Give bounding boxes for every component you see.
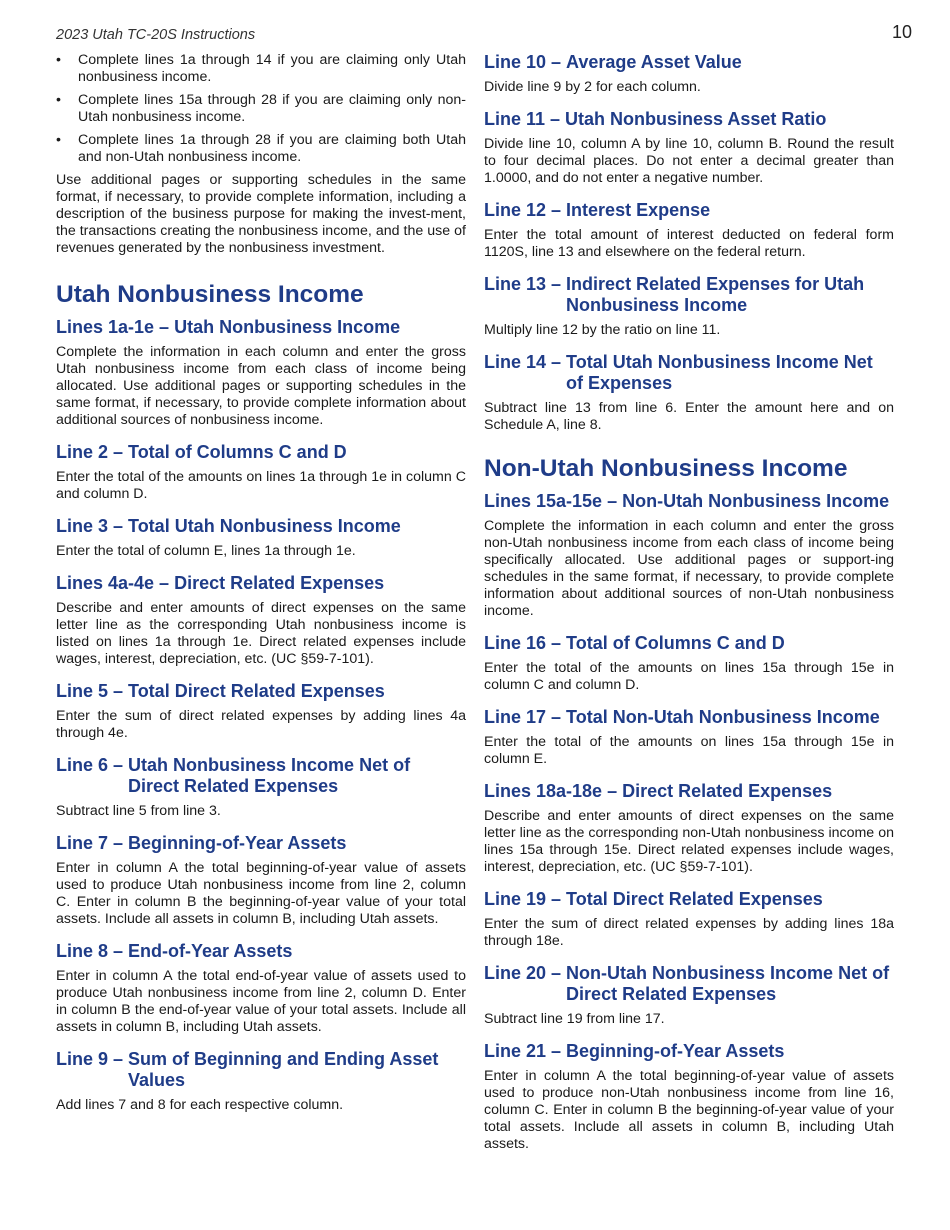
section-line-9	[56, 1049, 466, 1114]
left-column	[56, 52, 466, 1127]
bullet-item: • Complete lines 1a through 14 if you are claiming only Utah nonbusiness income.	[56, 52, 466, 85]
section-heading: Line 12 – Interest Expense	[484, 200, 711, 220]
section-heading: Lines 15a-15e – Non-Utah Nonbusiness Income	[484, 491, 890, 511]
section-heading: Line 9 – Sum of Beginning and Ending Asset Values	[56, 1049, 439, 1090]
utah-nonbusiness-heading: Utah Nonbusiness Income	[56, 281, 364, 308]
right-column	[484, 52, 894, 1166]
bullet-icon: •	[56, 52, 61, 68]
section-line-3	[56, 516, 466, 560]
section-body: Subtract line 5 from line 3.	[56, 803, 221, 819]
section-heading: Line 5 – Total Direct Related Expenses	[56, 681, 385, 701]
section-line-10	[484, 52, 894, 96]
section-body: Subtract line 19 from line 17.	[484, 1011, 665, 1027]
section-heading: Line 2 – Total of Columns C and D	[56, 442, 347, 462]
intro-paragraph: Use additional pages or supporting schedules in the same format, if necessary, to provide complete information, including a description of the business purpose for making the invest-ment, the transactions creating the nonbusiness income, and the use of revenues generated by the nonbusiness investment.	[56, 172, 466, 256]
section-heading: Lines 1a-1e – Utah Nonbusiness Income	[56, 317, 401, 337]
section-line-6	[56, 755, 466, 820]
section-lines-1a-1e	[56, 317, 466, 429]
section-lines-4a-4e	[56, 573, 466, 668]
section-heading: Line 10 – Average Asset Value	[484, 52, 742, 72]
section-heading: Line 6 – Utah Nonbusiness Income Net of Direct Related Expenses	[56, 755, 411, 796]
bullet-icon: •	[56, 92, 61, 108]
section-lines-15a-15e	[484, 491, 894, 620]
section-body: Complete the information in each column and enter the gross non-Utah nonbusiness income from each class of income being specifically allocated. Use additional pages or support-ing schedules in the same format, if necessary, to provide complete information about additional sources of non-Utah nonbusiness income.	[484, 518, 894, 619]
section-heading: Line 16 – Total of Columns C and D	[484, 633, 785, 653]
section-line-2	[56, 442, 466, 503]
section-heading: Line 11 – Utah Nonbusiness Asset Ratio	[484, 109, 827, 129]
section-body: Complete the information in each column and enter the gross Utah nonbusiness income from each class of income being allocated. Use additional pages or supporting schedules in the same format, if necessary, to provide complete information about additional sources of nonbusiness income.	[56, 344, 466, 428]
section-line-11	[484, 109, 894, 187]
section-line-20	[484, 963, 894, 1028]
section-heading: Lines 4a-4e – Direct Related Expenses	[56, 573, 385, 593]
section-line-12	[484, 200, 894, 261]
section-body: Enter the total of column E, lines 1a through 1e.	[56, 543, 356, 559]
section-heading: Line 21 – Beginning-of-Year Assets	[484, 1041, 785, 1061]
non-utah-nonbusiness-heading: Non-Utah Nonbusiness Income	[484, 455, 848, 482]
section-body: Enter the total of the amounts on lines 15a through 15e in column E.	[484, 734, 894, 767]
section-heading: Line 17 – Total Non-Utah Nonbusiness Income	[484, 707, 880, 727]
section-heading: Line 14 – Total Utah Nonbusiness Income Net of Expenses	[484, 352, 873, 393]
section-body: Describe and enter amounts of direct expenses on the same letter line as the corresponding Utah nonbusiness income is listed on lines 1a through 1e. Direct related expenses include wages, interest, depreciation, etc. (UC §59-7-101).	[56, 600, 466, 667]
section-body: Divide line 9 by 2 for each column.	[484, 79, 701, 95]
section-body: Enter in column A the total beginning-of-year value of assets used to produce Utah nonbusiness income from line 2, column C. Enter in column B the beginning-of-year value of your total assets. Include all assets in column B, including Utah assets.	[56, 860, 466, 927]
section-body: Subtract line 13 from line 6. Enter the amount here and on Schedule A, line 8.	[484, 400, 894, 433]
section-body: Enter the total amount of interest deducted on federal form 1120S, line 13 and elsewhere on the federal return.	[484, 227, 894, 260]
section-line-13	[484, 274, 894, 339]
section-body: Describe and enter amounts of direct expenses on the same letter line as the corresponding non-Utah nonbusiness income on lines 15a through 15e. Direct related expenses include wages, interest, depreciation, etc. (UC §59-7-101).	[484, 808, 894, 875]
section-line-14	[484, 352, 894, 434]
section-body: Enter the sum of direct related expenses by adding lines 4a through 4e.	[56, 708, 466, 741]
section-body: Enter the total of the amounts on lines 15a through 15e in column C and column D.	[484, 660, 894, 693]
section-body: Multiply line 12 by the ratio on line 11.	[484, 322, 721, 338]
bullet-item: • Complete lines 1a through 28 if you are claiming both Utah and non-Utah nonbusiness income.	[56, 132, 466, 165]
page-number: 10	[892, 22, 913, 42]
section-heading: Lines 18a-18e – Direct Related Expenses	[484, 781, 833, 801]
section-heading: Line 20 – Non-Utah Nonbusiness Income Net of Direct Related Expenses	[484, 963, 890, 1004]
section-body: Divide line 10, column A by line 10, column B. Round the result to four decimal places. Do not enter a decimal greater than 1.0000, and do not enter a negative number.	[484, 136, 894, 186]
section-line-7	[56, 833, 466, 928]
section-heading: Line 3 – Total Utah Nonbusiness Income	[56, 516, 401, 536]
section-line-8	[56, 941, 466, 1036]
section-body: Enter in column A the total beginning-of-year value of assets used to produce non-Utah nonbusiness income from line 16, column C. Enter in column B the beginning-of-year value of your total assets. Include all assets in column B, including Utah assets.	[484, 1068, 894, 1152]
section-line-5	[56, 681, 466, 742]
section-line-16	[484, 633, 894, 694]
section-line-21	[484, 1041, 894, 1153]
section-body: Add lines 7 and 8 for each respective column.	[56, 1097, 344, 1113]
bullet-icon: •	[56, 132, 61, 148]
section-heading: Line 8 – End-of-Year Assets	[56, 941, 293, 961]
section-lines-18a-18e	[484, 781, 894, 876]
instruction-bullets	[56, 52, 466, 166]
section-heading: Line 7 – Beginning-of-Year Assets	[56, 833, 347, 853]
running-header: 2023 Utah TC-20S Instructions	[56, 27, 256, 43]
section-heading: Line 13 – Indirect Related Expenses for Utah Nonbusiness Income	[484, 274, 865, 315]
section-heading: Line 19 – Total Direct Related Expenses	[484, 889, 823, 909]
section-line-19	[484, 889, 894, 950]
bullet-item: • Complete lines 15a through 28 if you are claiming only non-Utah nonbusiness income.	[56, 92, 466, 125]
section-body: Enter in column A the total end-of-year value of assets used to produce Utah nonbusiness income from line 2, column D. Enter in column B the end-of-year value of your total assets. Include all assets in column B, including Utah assets.	[56, 968, 466, 1035]
section-body: Enter the sum of direct related expenses by adding lines 18a through 18e.	[484, 916, 894, 949]
section-body: Enter the total of the amounts on lines 1a through 1e in column C and column D.	[56, 469, 466, 502]
section-line-17	[484, 707, 894, 768]
